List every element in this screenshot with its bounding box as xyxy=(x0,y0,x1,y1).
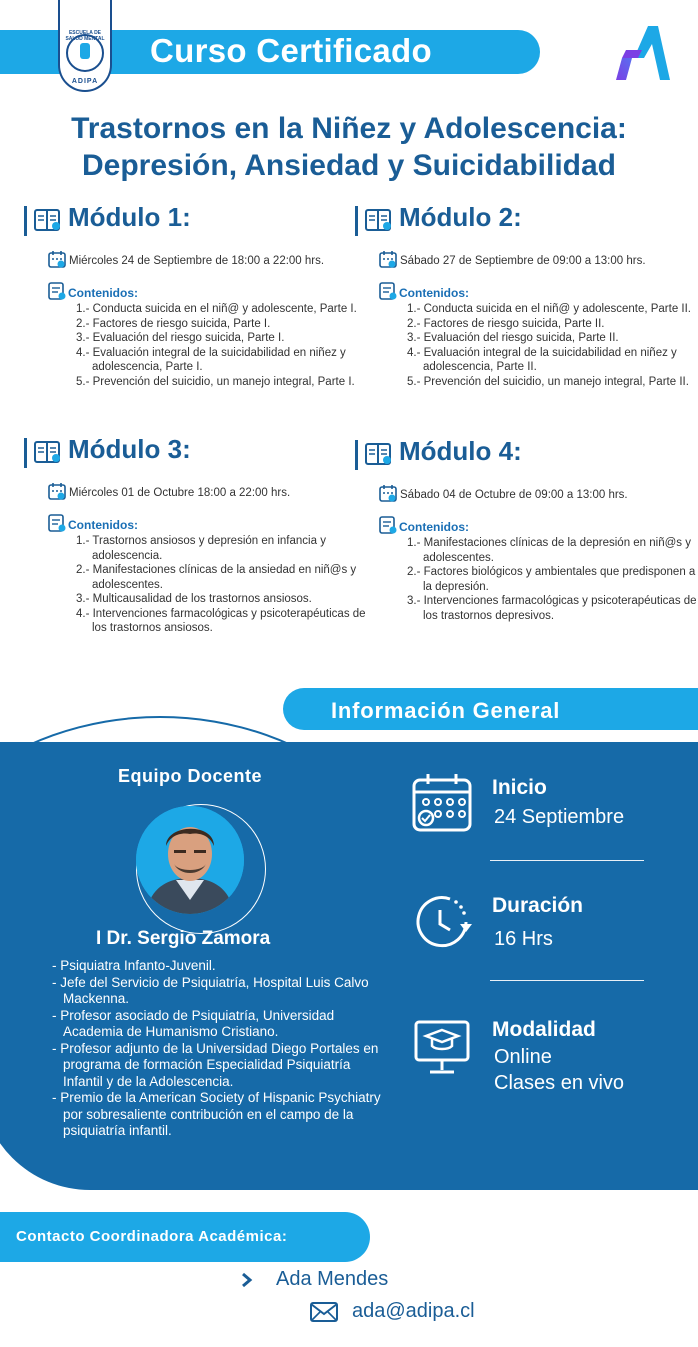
contents-label: Contenidos: xyxy=(68,286,138,300)
shield-text: ESCUELA DE SALUD MENTAL xyxy=(65,30,105,42)
list-item: 4.- Intervenciones farmacológicas y psicoterapéuticas de los trastornos ansiosos. xyxy=(76,607,366,634)
clock-icon xyxy=(410,890,474,954)
module-date: Miércoles 01 de Octubre 18:00 a 22:00 hrs. xyxy=(69,487,291,499)
book-icon xyxy=(34,440,62,464)
book-icon xyxy=(365,442,393,466)
book-icon xyxy=(34,208,62,232)
list-item: 1.- Conducta suicida en el niñ@ y adolescente, Parte I. xyxy=(76,303,357,315)
duration-value: 16 Hrs xyxy=(494,928,553,950)
list-item: 3.- Evaluación del riesgo suicida, Parte I. xyxy=(76,332,285,344)
list-item: 1.- Manifestaciones clínicas de la depresión en niñ@s y adolescentes. xyxy=(407,537,691,564)
module-name: Módulo 4: xyxy=(399,436,522,466)
module-contents-list xyxy=(76,302,366,389)
team-title: Equipo Docente xyxy=(118,766,263,786)
mode-value-online: Online xyxy=(494,1046,552,1068)
list-item: 2.- Factores de riesgo suicida, Parte I. xyxy=(76,317,271,330)
list-item: - Psiquiatra Infanto-Juvenil. xyxy=(52,958,216,973)
list-item: 3.- Multicausalidad de los trastornos ansiosos. xyxy=(76,593,312,605)
module-bar xyxy=(355,440,358,470)
module-contents-list xyxy=(76,534,366,636)
list-item: 2.- Manifestaciones clínicas de la ansiedad en niñ@s y adolescentes. xyxy=(76,564,357,591)
contact-title: Contacto Coordinadora Académica: xyxy=(16,1228,288,1245)
module-bar xyxy=(24,206,27,236)
calendar-icon xyxy=(379,484,397,502)
module-3 xyxy=(24,434,364,636)
document-icon xyxy=(48,282,66,300)
calendar-icon xyxy=(48,250,66,268)
module-contents-list xyxy=(407,536,697,623)
doctor-name: I Dr. Sergio Zamora xyxy=(96,928,271,949)
header-title: Curso Certificado xyxy=(150,32,432,69)
mode-label: Modalidad xyxy=(492,1018,596,1041)
calendar-icon xyxy=(379,250,397,268)
list-item: - Premio de la American Society of Hispanic Psychiatry por sobresaliente contribución en el campo de la psiquiatría infantil. xyxy=(52,1090,381,1138)
contact-name: Ada Mendes xyxy=(276,1268,389,1290)
document-icon xyxy=(379,282,397,300)
contents-label: Contenidos: xyxy=(399,286,469,300)
doctor-portrait-icon xyxy=(136,806,244,914)
module-name: Módulo 2: xyxy=(399,202,522,232)
shield-brand: ADIPA xyxy=(71,78,99,85)
module-contents-list xyxy=(407,302,697,389)
list-item: 1.- Trastornos ansiosos y depresión en infancia y adolescencia. xyxy=(76,535,326,562)
contents-label: Contenidos: xyxy=(68,518,138,532)
list-item: - Jefe del Servicio de Psiquiatría, Hospital Luis Calvo Mackenna. xyxy=(52,974,369,1006)
start-label: Inicio xyxy=(492,776,547,799)
list-item: 1.- Conducta suicida en el niñ@ y adolescente, Parte II. xyxy=(407,303,692,315)
module-1 xyxy=(24,202,364,389)
adipa-logo-icon xyxy=(612,22,672,82)
mail-icon xyxy=(310,1302,338,1322)
course-title-line2: Depresión, Ansiedad y Suicidabilidad xyxy=(81,149,616,182)
divider xyxy=(490,980,644,981)
module-bar xyxy=(24,438,27,468)
calendar-icon xyxy=(410,772,474,836)
info-title: Información General xyxy=(331,698,561,723)
calendar-icon xyxy=(48,482,66,500)
online-class-icon xyxy=(410,1014,474,1078)
shield-emblem-icon xyxy=(66,34,104,72)
contact-pill xyxy=(0,1212,370,1262)
chevron-right-icon xyxy=(240,1272,254,1288)
list-item: 2.- Factores de riesgo suicida, Parte II. xyxy=(407,317,605,330)
doctor-bio-list xyxy=(52,958,392,1140)
module-date: Miércoles 24 de Septiembre de 18:00 a 22:00 hrs. xyxy=(69,255,325,267)
module-name: Módulo 3: xyxy=(68,434,191,464)
info-header-pill xyxy=(283,688,698,730)
course-title xyxy=(0,110,698,184)
module-name: Módulo 1: xyxy=(68,202,191,232)
list-item: 3.- Intervenciones farmacológicas y psicoterapéuticas de los trastornos depresivos. xyxy=(407,595,697,622)
course-title-line1: Trastornos en la Niñez y Adolescencia: xyxy=(71,112,627,145)
list-item: - Profesor adjunto de la Universidad Diego Portales en programa de formación Especialidad Psiquiatría Infantil y de la Adolescencia. xyxy=(52,1040,379,1089)
doctor-photo xyxy=(136,806,244,914)
module-date: Sábado 27 de Septiembre de 09:00 a 13:00 hrs. xyxy=(400,255,646,267)
mode-value-live: Clases en vivo xyxy=(494,1072,625,1094)
module-bar xyxy=(355,206,358,236)
book-icon xyxy=(365,208,393,232)
list-item: 5.- Prevención del suicidio, un manejo integral, Parte II. xyxy=(407,375,689,388)
module-4 xyxy=(355,436,695,623)
contents-label: Contenidos: xyxy=(399,520,469,534)
document-icon xyxy=(379,516,397,534)
list-item: 4.- Evaluación integral de la suicidabilidad en niñez y adolescencia, Parte I. xyxy=(76,346,346,373)
list-item: - Profesor asociado de Psiquiatría, Universidad Academia de Humanismo Cristiano. xyxy=(52,1007,335,1039)
start-value: 24 Septiembre xyxy=(494,806,625,828)
module-2 xyxy=(355,202,695,389)
list-item: 5.- Prevención del suicidio, un manejo integral, Parte I. xyxy=(76,375,355,388)
school-shield-logo xyxy=(58,0,112,92)
duration-label: Duración xyxy=(492,894,584,917)
divider xyxy=(490,860,644,861)
list-item: 2.- Factores biológicos y ambientales que predisponen a la depresión. xyxy=(407,566,696,593)
list-item: 4.- Evaluación integral de la suicidabilidad en niñez y adolescencia, Parte II. xyxy=(407,346,677,373)
contact-email-link[interactable]: ada@adipa.cl xyxy=(352,1300,475,1322)
document-icon xyxy=(48,514,66,532)
module-date: Sábado 04 de Octubre de 09:00 a 13:00 hrs. xyxy=(400,489,628,501)
list-item: 3.- Evaluación del riesgo suicida, Parte II. xyxy=(407,332,619,344)
